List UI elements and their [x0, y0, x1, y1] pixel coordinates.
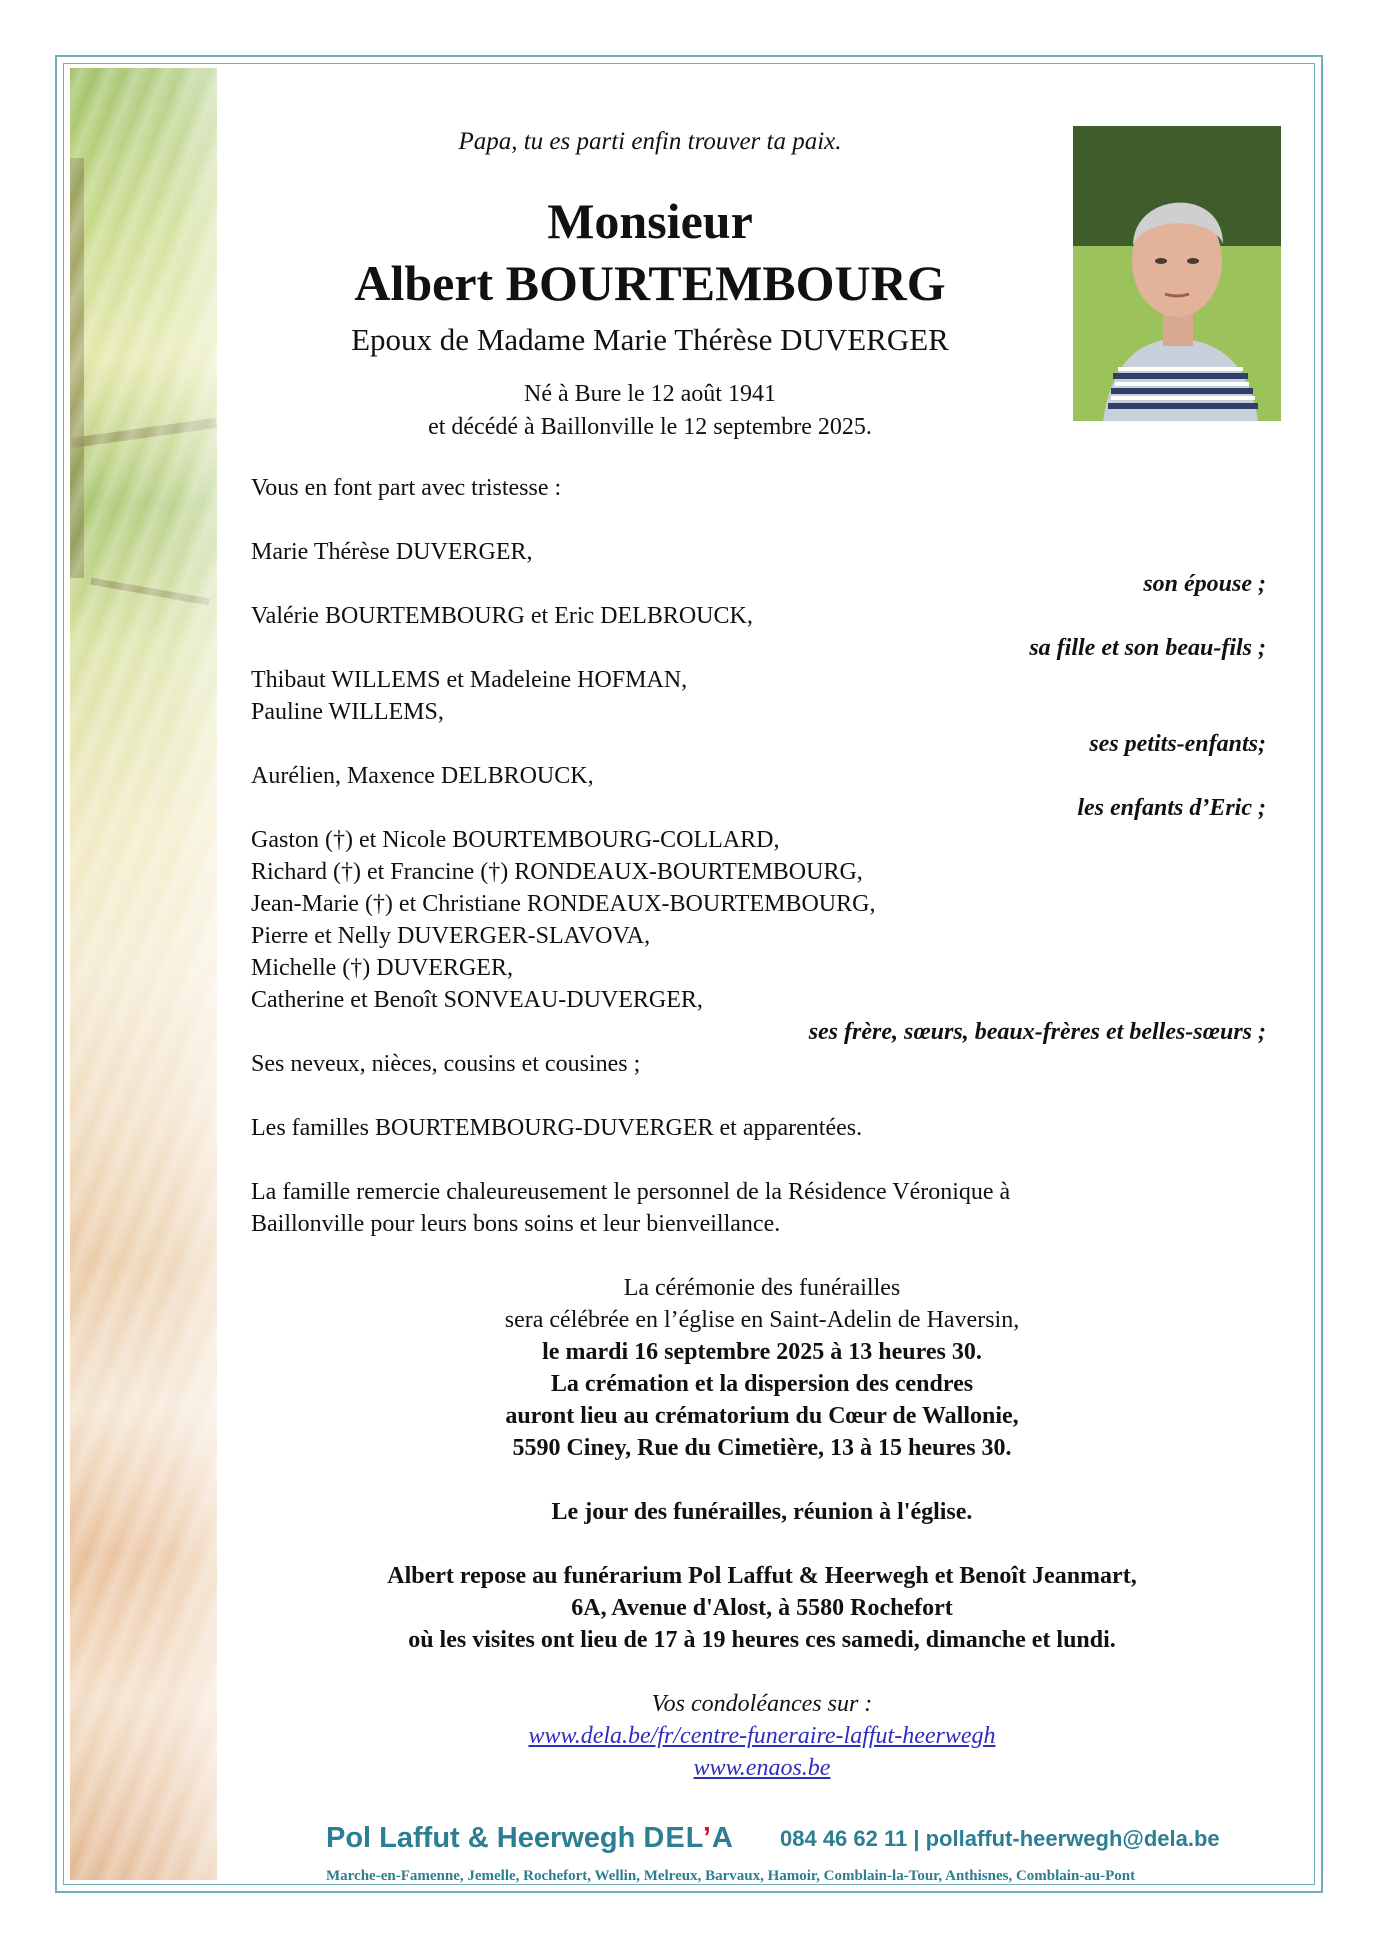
funeral-home-contact: 084 46 62 11 | pollaffut-heerwegh@dela.be — [780, 1826, 1220, 1851]
death-line: et décédé à Baillonville le 12 septembre 2025. — [428, 414, 872, 440]
repose-line: Albert repose au funérarium Pol Laffut & Heerwegh et Benoît Jeanmart, — [387, 1563, 1137, 1589]
repose-block — [251, 1560, 1273, 1656]
family-line: Jean-Marie (†) et Christiane RONDEAUX-BOURTEMBOURG, — [251, 891, 876, 917]
birth-death-lines — [270, 378, 1030, 444]
family-line: Michelle (†) DUVERGER, — [251, 955, 513, 981]
family-line: Aurélien, Maxence DELBROUCK, — [251, 763, 594, 789]
family-line: Pauline WILLEMS, — [251, 699, 444, 725]
family-line: Gaston (†) et Nicole BOURTEMBOURG-COLLARD, — [251, 827, 780, 853]
cremation-line: La crémation et la dispersion des cendres — [550, 1371, 974, 1397]
repose-line: 6A, Avenue d'Alost, à 5580 Rochefort — [571, 1595, 953, 1621]
brand-name: Pol Laffut & Heerwegh — [326, 1822, 636, 1854]
funeral-home-towns: Marche-en-Famenne, Jemelle, Rochefort, Wellin, Melreux, Barvaux, Hamoir, Comblain-la-Tour, Anthisnes, Comblain-au-Pont — [326, 1868, 1136, 1884]
ceremony-block — [251, 1272, 1273, 1464]
family-role: les enfants d’Eric ; — [1077, 795, 1266, 821]
spouse-line: Epoux de Madame Marie Thérèse DUVERGER — [351, 322, 949, 357]
birth-line: Né à Bure le 12 août 1941 — [524, 381, 776, 407]
dela-condolences-link[interactable]: www.dela.be/fr/centre-funeraire-laffut-heerwegh — [528, 1723, 996, 1749]
portrait-photo — [1073, 126, 1281, 421]
cremation-line: 5590 Ciney, Rue du Cimetière, 13 à 15 heures 30. — [512, 1435, 1012, 1461]
family-line: Thibaut WILLEMS et Madeleine HOFMAN, — [251, 667, 688, 693]
condolences-block — [251, 1688, 1273, 1784]
condolences-label: Vos condoléances sur : — [651, 1691, 873, 1717]
ceremony-line: La cérémonie des funérailles — [623, 1275, 901, 1301]
dela-logo: DEL’A — [643, 1822, 734, 1854]
honorific: Monsieur — [547, 193, 753, 249]
family-line: Marie Thérèse DUVERGER, — [251, 539, 533, 565]
family-line: Catherine et Benoît SONVEAU-DUVERGER, — [251, 987, 703, 1013]
gathering-line: Le jour des funérailles, réunion à l'église. — [551, 1499, 973, 1525]
family-role: ses frère, sœurs, beaux-frères et belles-sœurs ; — [808, 1019, 1266, 1045]
family-line: Richard (†) et Francine (†) RONDEAUX-BOURTEMBOURG, — [251, 859, 863, 885]
deceased-name: Albert BOURTEMBOURG — [354, 255, 946, 311]
nephews-line: Ses neveux, nièces, cousins et cousines ; — [251, 1051, 641, 1077]
intro-line: Vous en font part avec tristesse : — [251, 475, 562, 501]
family-line: Pierre et Nelly DUVERGER-SLAVOVA, — [251, 923, 651, 949]
families-line: Les familles BOURTEMBOURG-DUVERGER et apparentées. — [251, 1115, 863, 1141]
family-line: Valérie BOURTEMBOURG et Eric DELBROUCK, — [251, 603, 753, 629]
epigraph: Papa, tu es parti enfin trouver ta paix. — [458, 128, 842, 155]
family-role: ses petits-enfants; — [1089, 731, 1266, 757]
ceremony-line: sera célébrée en l’église en Saint-Adelin de Haversin, — [504, 1307, 1020, 1333]
funeral-home-brand — [326, 1822, 734, 1855]
ceremony-date: le mardi 16 septembre 2025 à 13 heures 30. — [542, 1339, 982, 1365]
decorative-forest-band — [70, 68, 217, 1880]
family-role: sa fille et son beau-fils ; — [1029, 635, 1266, 661]
enaos-link[interactable]: www.enaos.be — [693, 1755, 831, 1781]
repose-line: où les visites ont lieu de 17 à 19 heures ces samedi, dimanche et lundi. — [408, 1627, 1116, 1653]
thanks-line: La famille remercie chaleureusement le personnel de la Résidence Véronique à — [251, 1179, 1011, 1205]
family-role: son épouse ; — [1143, 571, 1266, 597]
thanks-line: Baillonville pour leurs bons soins et leur bienveillance. — [251, 1211, 781, 1237]
cremation-line: auront lieu au crématorium du Cœur de Wallonie, — [505, 1403, 1019, 1429]
